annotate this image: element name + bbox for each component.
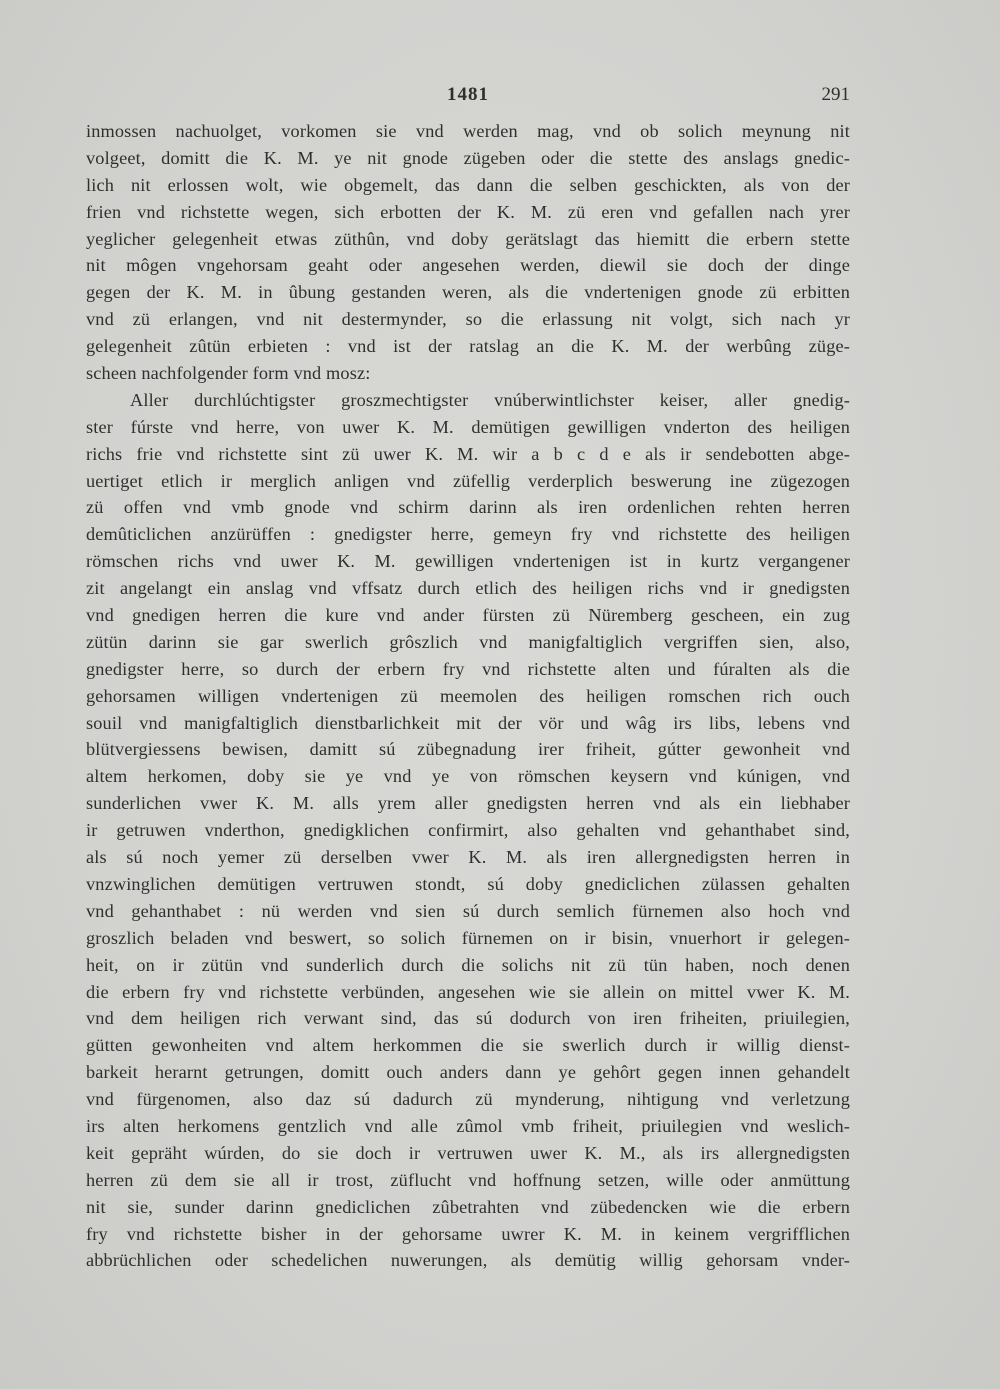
text-line: barkeit herarnt getrungen, domitt ouch anders dann ye gehôrt gegen innen gehandelt (86, 1062, 850, 1083)
text-line: zütün darinn sie gar swerlich grôszlich vnd manigfaltiglich vergriffen sien, also, (86, 631, 850, 652)
text-line: vnd gnedigen herren die kure vnd ander fürsten zü Nüremberg gescheen, ein zug (86, 605, 850, 626)
running-head-year: 1481 (447, 84, 489, 105)
text-line: die erbern fry vnd richstette verbünden, angesehen wie sie allein on mittel vwer K. M. (86, 981, 850, 1002)
text-line: ir getruwen vnderthon, gnedigklichen confirmirt, also gehalten vnd gehanthabet sind, (86, 820, 850, 841)
text-line: scheen nachfolgender form vnd mosz: (86, 363, 371, 384)
text-line: gnedigster herre, so durch der erbern fry vnd richstette alten und fúralten als die (86, 658, 850, 679)
text-line: altem herkomen, doby sie ye vnd ye von römschen keysern vnd kúnigen, vnd (86, 766, 850, 787)
text-line: gelegenheit zûtün erbieten : vnd ist der ratslag an die K. M. der werbûng züge- (86, 336, 850, 357)
text-line: gegen der K. M. in ûbung gestanden weren, als die vndertenigen gnode zü erbitten (86, 282, 850, 303)
text-line: zü offen vnd vmb gnode vnd schirm darinn als iren ordenlichen rehten herren (86, 497, 850, 518)
text-line: vnd fürgenomen, also daz sú dadurch zü mynderung, nihtigung vnd verletzung (86, 1089, 850, 1110)
text-line: nit môgen vngehorsam geaht oder angesehen werden, diewil sie doch der dinge (86, 255, 850, 276)
text-line: demûticlichen anzürüffen : gnedigster herre, gemeyn fry vnd richstette des heiligen (86, 524, 850, 545)
text-line: herren zü dem sie all ir trost, züflucht vnd hoffnung setzen, wille oder anmüttung (86, 1169, 850, 1190)
text-line: nit sie, sunder darinn gnediclichen zûbetrahten vnd zübedencken wie die erbern (86, 1196, 850, 1217)
text-line: inmossen nachuolget, vorkomen sie vnd werden mag, vnd ob solich meynung nit (86, 121, 850, 141)
text-line: vnd zü erlangen, vnd nit destermynder, so die erlassung nit volgt, sich nach yr (86, 309, 850, 330)
page-number: 291 (821, 84, 850, 105)
text-line: vnd dem heiligen rich verwant sind, das sú dodurch von iren friheiten, priuilegien, (86, 1008, 850, 1029)
text-line: richs frie vnd richstette sint zü uwer K. M. wir a b c d e als ir sendebotten abge- (86, 443, 850, 464)
text-line: uertiget etlich ir merglich anligen vnd züfellig verderplich beswerung ine zügezogen (86, 470, 850, 491)
text-line: römschen richs vnd uwer K. M. gewilligen vndertenigen ist in kurtz vergangener (86, 551, 850, 572)
text-line: irs alten herkomens gentzlich vnd alle zûmol vmb friheit, priuilegien vnd weslich- (86, 1115, 850, 1136)
text-line: ster fúrste vnd herre, von uwer K. M. demütigen gewilligen vnderton des heiligen (86, 416, 850, 437)
text-line: zit angelangt ein anslag vnd vffsatz durch etlich des heiligen richs vnd ir gnedigsten (86, 578, 850, 599)
text-line: gehorsamen willigen vndertenigen zü meemolen des heiligen romschen rich ouch (86, 685, 850, 706)
text-line: frien vnd richstette wegen, sich erbotten der K. M. zü eren vnd gefallen nach yrer (86, 201, 850, 222)
text-line: abbrüchlichen oder schedelichen nuwerungen, als demütig willig gehorsam vnder- (86, 1250, 850, 1271)
text-line: volgeet, domitt die K. M. ye nit gnode zügeben oder die stette des anslags gnedic- (86, 147, 850, 168)
text-line: sunderlichen vwer K. M. alls yrem aller gnedigsten herren vnd als ein liebhaber (86, 793, 850, 814)
text-line: gütten gewonheiten vnd altem herkommen die sie swerlich durch ir willig dienst- (86, 1035, 850, 1056)
text-line: fry vnd richstette bisher in der gehorsame uwrer K. M. in keinem vergrifflichen (86, 1223, 850, 1244)
text-line: blütvergiessens bewisen, damitt sú zübegnadung irer friheit, gútter gewonheit vnd (86, 739, 850, 760)
text-line: keit gepräht wúrden, do sie doch ir vertruwen uwer K. M., als irs allergnedigsten (86, 1142, 850, 1163)
text-line: vnd gehanthabet : nü werden vnd sien sú durch semlich fürnemen also hoch vnd (86, 900, 850, 921)
text-line: yeglicher gelegenheit etwas züthûn, vnd doby gerätslagt das hiemitt die erbern stette (86, 228, 850, 249)
text-line: heit, on ir zütün vnd sunderlich durch die solichs nit zü tün haben, noch denen (86, 954, 850, 975)
text-line: lich nit erlossen wolt, wie obgemelt, das dann die selben geschickten, als von der (86, 174, 850, 195)
page-header (86, 84, 850, 114)
text-line: vnzwinglichen demütigen vertruwen stondt, sú doby gnediclichen zülassen gehalten (86, 873, 850, 894)
text-line: Aller durchlúchtigster groszmechtigster vnúberwintlichster keiser, aller gnedig- (130, 389, 850, 410)
text-line: als sú noch yemer zü derselben vwer K. M. als iren allergnedigsten herren in (86, 847, 850, 868)
text-line: souil vnd manigfaltiglich dienstbarlichkeit mit der vör und wâg irs libs, lebens vnd (86, 712, 850, 733)
body-text (86, 118, 850, 1274)
text-line: groszlich beladen vnd beswert, so solich fürnemen on ir bisin, vnuerhort ir gelegen- (86, 927, 850, 948)
